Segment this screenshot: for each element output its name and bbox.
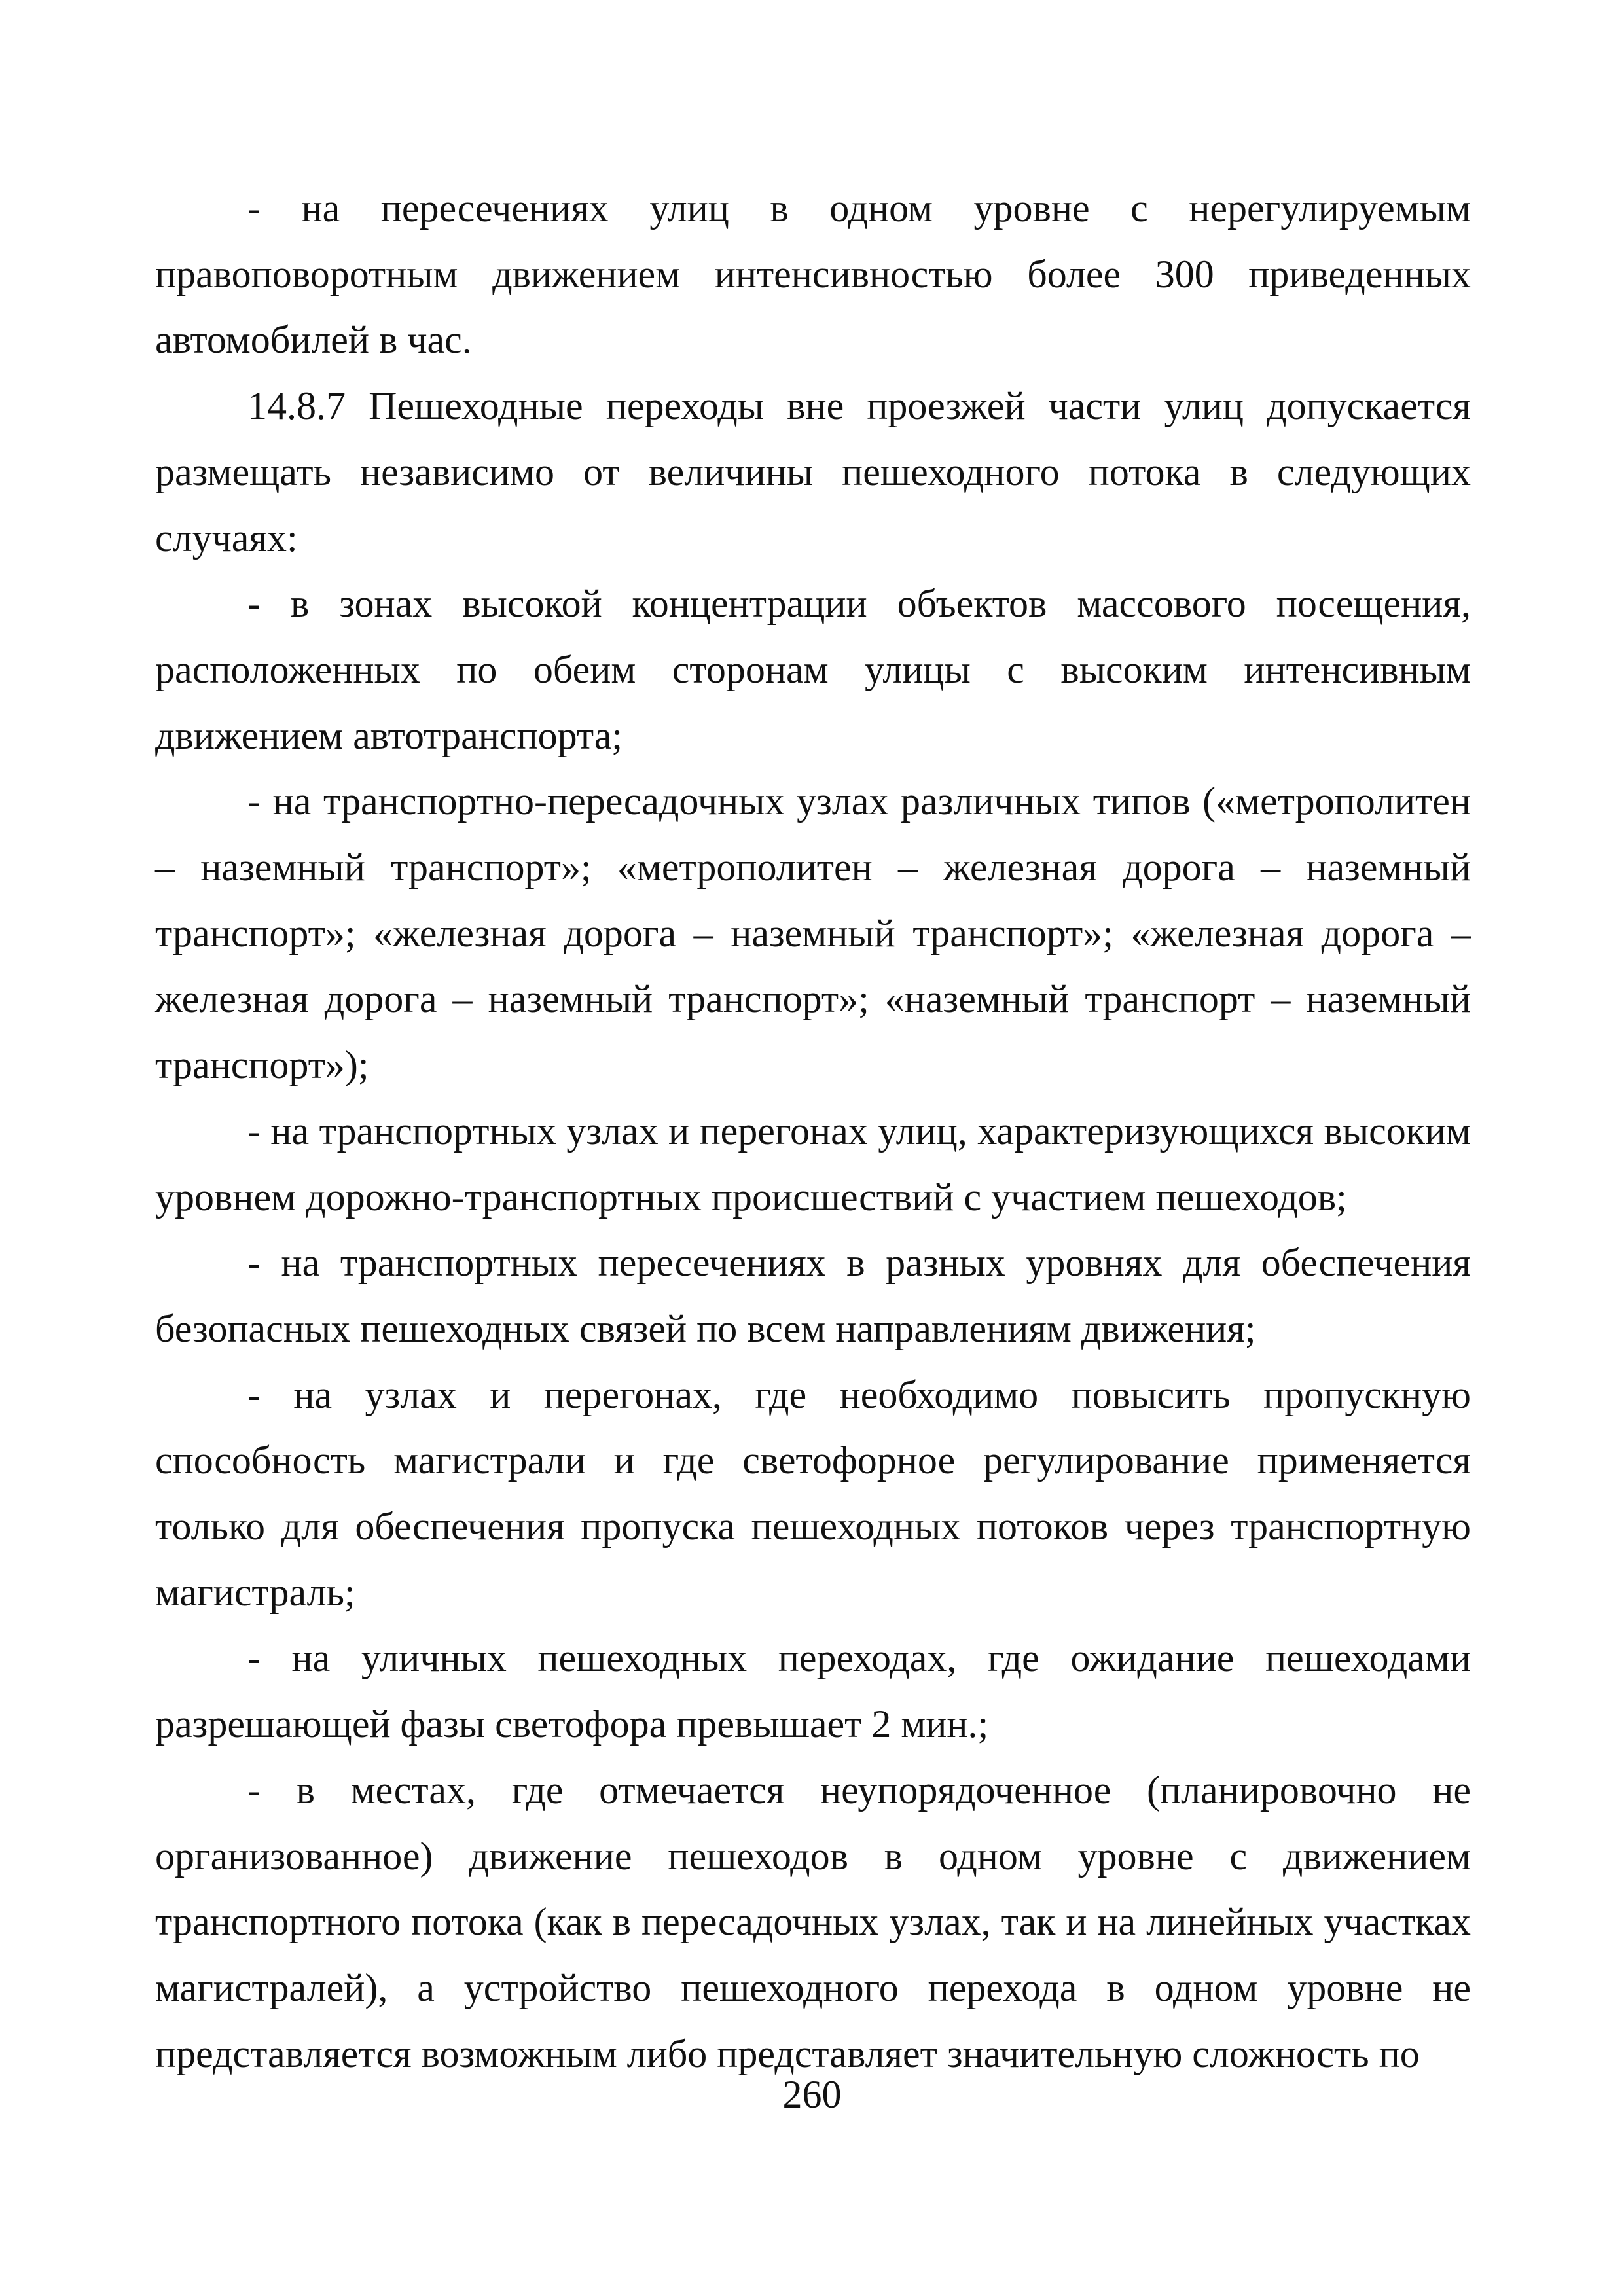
body-text	[155, 175, 1471, 2087]
paragraph-high-concentration-zones: - в зонах высокой концентрации объектов массового посещения, расположенных по обеим сторонам улицы с высоким интенсивным движением автотранспорта;	[155, 582, 1471, 757]
paragraph-grade-separated-intersections: - на транспортных пересечениях в разных уровнях для обеспечения безопасных пешеходных связей по всем направлениям движения;	[155, 1241, 1471, 1350]
paragraph-transfer-hubs: - на транспортно-пересадочных узлах различных типов («метрополитен – наземный транспорт»; «метрополитен – железная дорога – наземный транспорт»; «железная дорога – наземный транспорт»; «железная дорога – железная дорога – наземный транспорт»; «наземный транспорт – наземный транспорт»);	[155, 780, 1471, 1087]
paragraph-intersections-right-turn: - на пересечениях улиц в одном уровне с нерегулируемым правоповоротным движением интенсивностью более 300 приведенных автомобилей в час.	[155, 187, 1471, 362]
paragraph-section-14-8-7: 14.8.7 Пешеходные переходы вне проезжей части улиц допускается размещать независимо от величины пешеходного потока в следующих случаях:	[155, 384, 1471, 560]
paragraph-capacity-increase: - на узлах и перегонах, где необходимо повысить пропускную способность магистрали и где светофорное регулирование применяется только для обеспечения пропуска пешеходных потоков через транспортную магистраль;	[155, 1372, 1471, 1614]
page-number: 260	[782, 2073, 842, 2116]
paragraph-unorganized-crossing: - в местах, где отмечается неупорядоченное (планировочно не организованное) движение пешеходов в одном уровне с движением транспортного потока (как в пересадочных узлах, так и на линейных участках магистралей), а устройство пешеходного перехода в одном уровне не представляется возможным либо представляет значительную сложность по	[155, 1768, 1471, 2075]
paragraph-accident-hotspots: - на транспортных узлах и перегонах улиц, характеризующихся высоким уровнем дорожно-транспортных происшествий с участием пешеходов;	[155, 1109, 1471, 1219]
paragraph-signal-wait-time: - на уличных пешеходных переходах, где ожидание пешеходами разрешающей фазы светофора превышает 2 мин.;	[155, 1636, 1471, 1746]
